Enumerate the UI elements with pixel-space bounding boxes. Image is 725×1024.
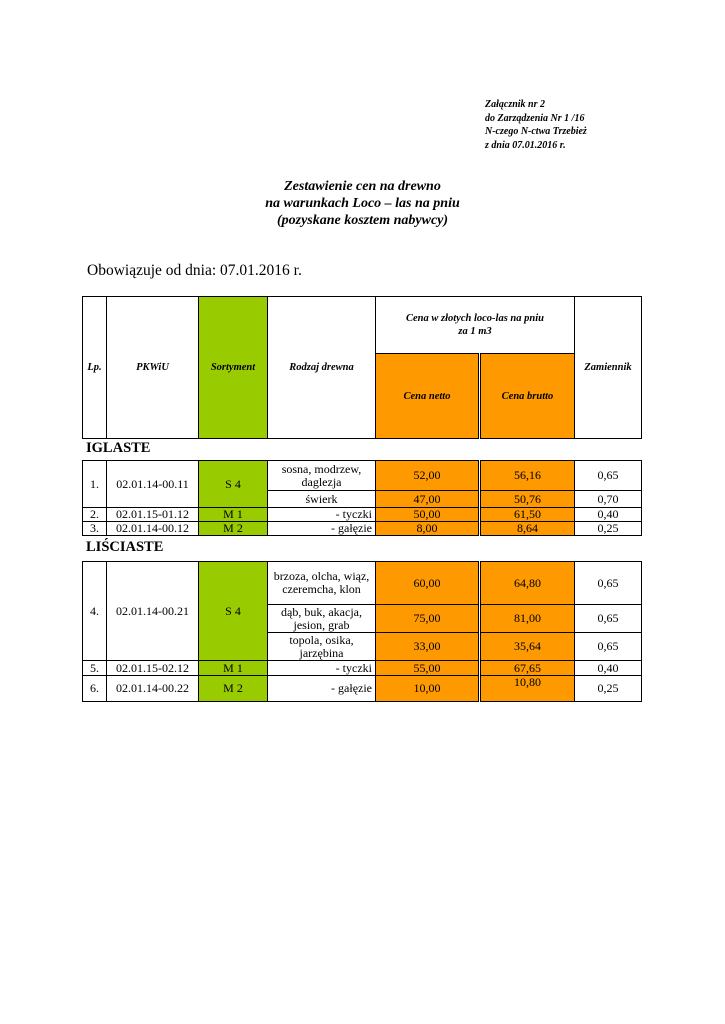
cell-netto: 60,00 (376, 562, 480, 605)
cell-zamiennik: 0,65 (575, 562, 642, 605)
cell-lp: 2. (83, 508, 107, 522)
section-iglaste: IGLASTE (86, 440, 151, 456)
cell-pkwiu: 02.01.14-00.22 (107, 676, 199, 702)
cell-pkwiu: 02.01.14-00.21 (107, 562, 199, 661)
cell-rodzaj: brzoza, olcha, wiąz, czeremcha, klon (268, 562, 376, 605)
cell-rodzaj: - gałęzie (268, 676, 376, 702)
cell-rodzaj: topola, osika, jarzębina (268, 633, 376, 661)
header-zamiennik: Zamiennik (575, 297, 642, 439)
header-price-group (376, 297, 575, 354)
cell-zamiennik: 0,65 (575, 605, 642, 633)
cell-rodzaj: - tyczki (268, 508, 376, 522)
annex-line: z dnia 07.01.2016 r. (485, 139, 566, 151)
header-rodzaj: Rodzaj drewna (268, 297, 376, 439)
cell-sortyment: M 2 (199, 676, 268, 702)
cell-zamiennik: 0,40 (575, 661, 642, 676)
table-row (83, 461, 642, 491)
header-lp: Lp. (83, 297, 107, 439)
header-brutto: Cena brutto (480, 354, 575, 439)
cell-sortyment: S 4 (199, 562, 268, 661)
cell-lp: 3. (83, 522, 107, 536)
cell-zamiennik: 0,25 (575, 522, 642, 536)
cell-pkwiu: 02.01.14-00.11 (107, 461, 199, 508)
cell-brutto: 8,64 (480, 522, 575, 536)
cell-brutto: 81,00 (480, 605, 575, 633)
title-line: Zestawienie cen na drewno (284, 179, 441, 194)
table-row (83, 661, 642, 676)
title-line: (pozyskane kosztem nabywcy) (276, 213, 449, 228)
cell-netto: 52,00 (376, 461, 480, 491)
cell-netto: 8,00 (376, 522, 480, 536)
cell-lp: 5. (83, 661, 107, 676)
cell-rodzaj: dąb, buk, akacja, jesion, grab (268, 605, 376, 633)
cell-sortyment: S 4 (199, 461, 268, 508)
cell-rodzaj: - gałęzie (268, 522, 376, 536)
cell-sortyment: M 1 (199, 508, 268, 522)
cell-pkwiu: 02.01.15-01.12 (107, 508, 199, 522)
cell-sortyment: M 1 (199, 661, 268, 676)
cell-sortyment: M 2 (199, 522, 268, 536)
cell-brutto: 35,64 (480, 633, 575, 661)
cell-brutto: 10,80 (480, 676, 575, 702)
cell-brutto: 64,80 (480, 562, 575, 605)
header-netto: Cena netto (376, 354, 480, 439)
header-sortyment: Sortyment (199, 297, 268, 439)
header-pkwiu: PKWiU (107, 297, 199, 439)
cell-brutto: 56,16 (480, 461, 575, 491)
cell-zamiennik: 0,65 (575, 461, 642, 491)
cell-zamiennik: 0,70 (575, 491, 642, 508)
section-lisciaste: LIŚCIASTE (86, 539, 164, 555)
cell-lp: 4. (83, 562, 107, 661)
document-title (0, 178, 725, 229)
cell-netto: 33,00 (376, 633, 480, 661)
cell-lp: 1. (83, 461, 107, 508)
table-row (83, 562, 642, 605)
cell-pkwiu: 02.01.15-02.12 (107, 661, 199, 676)
title-line: na warunkach Loco – las na pniu (265, 196, 460, 211)
cell-rodzaj: - tyczki (268, 661, 376, 676)
annex-note (485, 98, 587, 152)
table-row (83, 522, 642, 536)
annex-line: do Zarządzenia Nr 1 /16 (485, 112, 585, 124)
cell-brutto: 61,50 (480, 508, 575, 522)
cell-brutto: 67,65 (480, 661, 575, 676)
iglaste-table (82, 460, 642, 536)
price-group-line: Cena w złotych loco-las na pniu (406, 313, 544, 324)
valid-from: Obowiązuje od dnia: 07.01.2016 r. (87, 262, 302, 279)
cell-netto: 10,00 (376, 676, 480, 702)
cell-netto: 50,00 (376, 508, 480, 522)
price-group-line: za 1 m3 (458, 326, 492, 337)
table-row (83, 508, 642, 522)
cell-zamiennik: 0,40 (575, 508, 642, 522)
cell-rodzaj: świerk (268, 491, 376, 508)
price-table-header (82, 296, 642, 439)
cell-netto: 75,00 (376, 605, 480, 633)
cell-pkwiu: 02.01.14-00.12 (107, 522, 199, 536)
cell-zamiennik: 0,65 (575, 633, 642, 661)
cell-brutto: 50,76 (480, 491, 575, 508)
annex-line: Załącznik nr 2 (485, 99, 546, 110)
table-row (83, 676, 642, 702)
cell-netto: 55,00 (376, 661, 480, 676)
cell-rodzaj: sosna, modrzew, daglezja (268, 461, 376, 491)
lisciaste-table (82, 561, 642, 702)
cell-zamiennik: 0,25 (575, 676, 642, 702)
cell-netto: 47,00 (376, 491, 480, 508)
cell-lp: 6. (83, 676, 107, 702)
annex-line: N-czego N-ctwa Trzebież (485, 126, 587, 137)
